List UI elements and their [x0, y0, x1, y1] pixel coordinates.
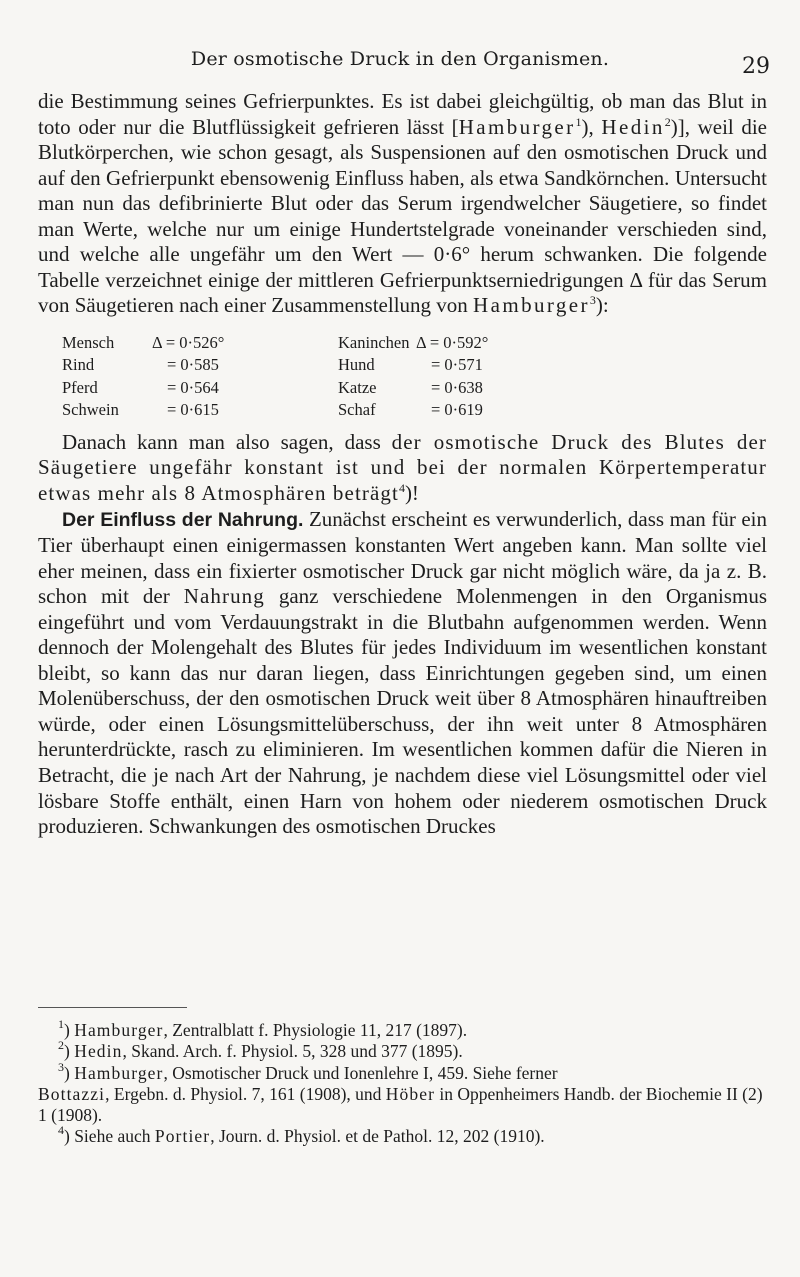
table-cell: = 0·619 [431, 400, 483, 420]
footnote-text: , Skand. Arch. f. Physiol. 5, 328 und 377 (1895). [122, 1041, 463, 1062]
paragraph-3 [38, 507, 767, 840]
table-cell: Δ = 0·592° [416, 332, 489, 352]
footnote-mark: 4 [58, 1123, 64, 1138]
table-cell: = 0·585 [167, 355, 219, 375]
table-cell: = 0·571 [431, 355, 483, 375]
table-cell: = 0·638 [431, 377, 483, 397]
footnote-text: in Oppenheimers Handb. der Biochemie II (2) 1 (1908). [38, 1083, 763, 1126]
page-header [0, 48, 800, 78]
table-cell: Kaninchen [338, 332, 410, 352]
footnotes [38, 1017, 767, 1148]
table-cell: Rind [62, 355, 95, 375]
table-cell: Schwein [62, 400, 119, 420]
footnote-ref: 3 [589, 293, 596, 308]
table-cell: = 0·564 [167, 377, 219, 397]
footnote-mark: 1 [58, 1017, 64, 1031]
author-name: Bottazzi [38, 1083, 106, 1104]
footnote-mark: 3 [58, 1059, 64, 1074]
freezing-point-table [62, 332, 767, 422]
paragraph-1 [38, 89, 767, 319]
footnote-ref: 1 [575, 114, 582, 129]
table-cell: Pferd [62, 377, 98, 397]
emphasized-text: der osmotische Druck des Blutes der Säugetiere ungefähr konstant ist und bei der normalen Körpertemperatur etwas mehr als 8 Atmosphären beträgt [38, 429, 767, 506]
text-run: ): [595, 293, 609, 318]
table-cell: Δ = 0·526° [152, 332, 225, 352]
footnote-divider [38, 1007, 187, 1008]
author-name: Hamburger [458, 114, 576, 139]
page-number: 29 [742, 54, 770, 79]
footnote-text: , Journ. d. Physiol. et de Pathol. 12, 202 (1910). [210, 1126, 545, 1147]
footnote: $^1$) Hamburger, Zentralblatt f. Physiologie 11, 217 (1897). [58, 1017, 468, 1040]
section-heading: Der Einfluss der Nahrung. [62, 508, 304, 531]
table-cell: Katze [338, 377, 377, 397]
footnote: $^3$) Hamburger, Osmotischer Druck und Ionenlehre I, 459. Siehe ferner [58, 1059, 558, 1083]
footnote-mark: 2 [58, 1038, 64, 1053]
author-name: Hamburger [74, 1062, 164, 1083]
text-run: )], weil die Blutkörperchen, wie schon gesagt, als Suspensionen auf den osmotischen Druck und auf den Gefrierpunkt ebensowenig Einfluss haben, als etwa Sandkörnchen. Untersucht man nun das defibrinierte Blut oder das Serum irgendwelcher Säugetiere, so findet man Werte, welche nur um einige Hundertstelgrade voneinander verschieden sind, und welche alle ungefähr um den Wert — 0·6° herum schwanken. Die folgende Tabelle verzeichnet einige der mittleren Gefrierpunktserniedrigungen Δ für das Serum von Säugetieren nach einer Zusammenstellung von [38, 114, 767, 318]
footnote-text: Siehe auch [74, 1126, 155, 1147]
footnote-text: , Ergebn. d. Physiol. 7, 161 (1908), und [105, 1083, 386, 1104]
footnote-continuation [38, 1084, 767, 1127]
running-title: Der osmotische Druck in den Organismen. [190, 48, 610, 70]
author-name: Hedin [601, 114, 665, 139]
table-cell: Schaf [338, 400, 376, 420]
author-name: Hamburger [74, 1020, 164, 1040]
author-name: Hamburger [473, 293, 590, 318]
text-run: die Bestimmung seines Gefrierpunktes. Es ist dabei gleichgültig, ob man das Blut in toto oder nur die Blutflüssigkeit gefrieren lässt [ [38, 89, 767, 139]
paragraph-2 [38, 430, 767, 507]
footnote: $^2$) Hedin, Skand. Arch. f. Physiol. 5, 328 und 377 (1895). [58, 1038, 463, 1062]
text-run: )! [404, 481, 419, 506]
table-cell: Hund [338, 355, 375, 375]
body-text [38, 89, 767, 840]
table-cell: = 0·615 [167, 400, 219, 420]
text-run: Danach kann man also sagen, dass [62, 429, 392, 454]
text-run: ganz verschiedene Molenmengen in den Organismus eingeführt und vom Verdauungstrakt in die Blutbahn aufgenommen werden. Wenn dennoch der Molengehalt des Blutes für jedes Individuum im wesentlichen konstant bleibt, so kann das nur daran liegen, dass Einrichtungen gegeben sind, um einen Molenüberschuss, der den osmotischen Druck weit über 8 Atmosphären hinauftreiben würde, oder einen Lösungsmittelüberschuss, der ihn weit unter 8 Atmosphären herunterdrückte, rasch zu eliminieren. Im wesentlichen kommen dafür die Nieren in Betracht, die je nach Art der Nahrung, je nachdem diese viel Lösungsmittel oder viel lösbare Stoffe enthält, einen Harn von hohem oder niederem osmotischen Druck produzieren. Schwankungen des osmotischen Druckes [38, 584, 767, 839]
footnote-text: , Zentralblatt f. Physiologie 11, 217 (1897). [163, 1020, 468, 1040]
table-cell: Mensch [62, 332, 115, 352]
footnote-ref: 2 [664, 114, 671, 129]
emphasized-text: Nahrung [183, 584, 265, 609]
author-name: Hedin [74, 1041, 123, 1062]
footnote-ref: 4 [398, 481, 405, 496]
text-run: ), [581, 114, 602, 139]
footnote-text: , Osmotischer Druck und Ionenlehre I, 459. Siehe ferner [163, 1062, 558, 1083]
author-name: Höber [385, 1083, 436, 1104]
text-run: Zunächst erscheint es verwunderlich, dass man für ein Tier überhaupt einen einigermassen konstanten Wert angeben kann. Man sollte viel eher meinen, dass ein fixierter osmotischer Druck gar nicht möglich wäre, da ja z. B. schon mit der [38, 506, 768, 609]
footnote: $^4$) Siehe auch Portier, Journ. d. Physiol. et de Pathol. 12, 202 (1910). [58, 1123, 545, 1147]
author-name: Portier [154, 1126, 211, 1147]
